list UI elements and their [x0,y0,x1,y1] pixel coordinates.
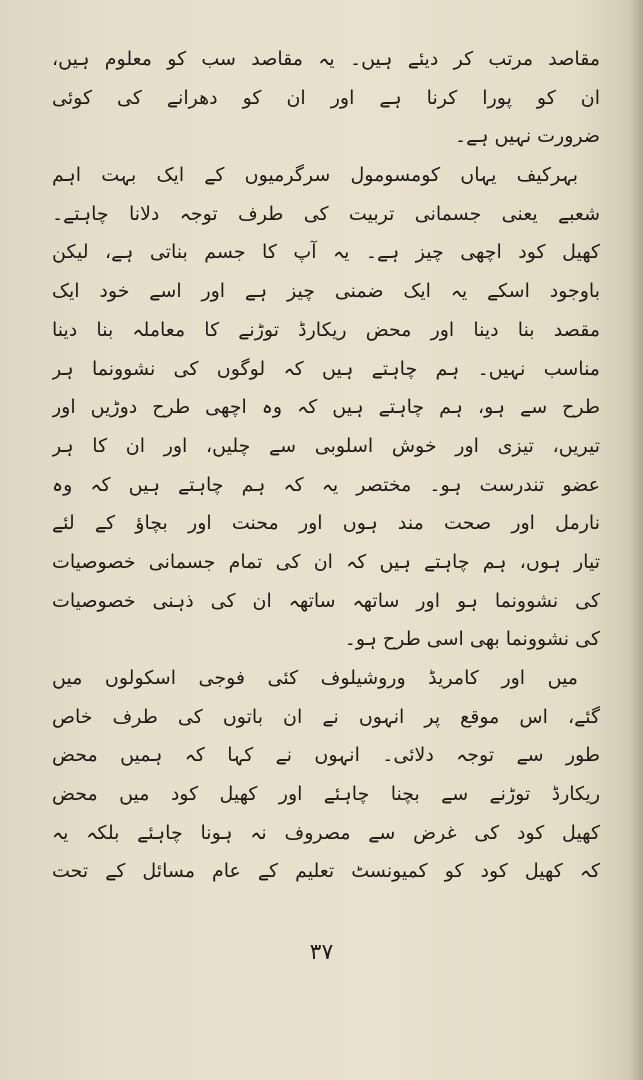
text-line: کہ کھیل کود کو کمیونسٹ تعلیم کے عام مسائل کے تحت [52,860,600,883]
text-line: تیریں، تیزی اور خوش اسلوبی سے چلیں، اور ان کا ہر [52,434,600,457]
text-line: مقصد بنا دینا اور محض ریکارڈ توڑنے کا معاملہ بنا دینا [52,318,600,341]
text-line: کی نشوونما بھی اسی طرح ہو۔ [344,628,600,651]
text-line: عضو تندرست ہو۔ مختصر یہ کہ ہم چاہتے ہیں کہ وہ [52,473,600,496]
text-line: شعبے یعنی جسمانی تربیت کی طرف توجہ دلانا چاہتے۔ [52,202,600,225]
text-line: گئے، اس موقع پر انہوں نے ان باتوں کی طرف خاص [52,705,600,728]
text-line: بہرکیف یہاں کومسومول سرگرمیوں کے ایک بہت اہم [52,164,578,187]
body-text [52,40,600,891]
text-line: ان کو پورا کرنا ہے اور ان کو دھرانے کی کوئی [52,86,600,109]
text-line: ضرورت نہیں ہے۔ [455,125,600,148]
text-line: نارمل اور صحت مند ہوں اور محنت اور بچاؤ کے لئے [52,512,600,535]
page-number: ۳۷ [309,940,334,965]
text-line: باوجود اسکے یہ ایک ضمنی چیز ہے اور اسے خود ایک [52,280,600,303]
text-line: تیار ہوں، ہم چاہتے ہیں کہ ان کی تمام جسمانی خصوصیات [52,550,600,573]
text-line: ریکارڈ توڑنے سے بچنا چاہئے اور کھیل کود میں محض [52,783,600,806]
text-line: میں اور کامریڈ وروشیلوف کئی فوجی اسکولوں میں [52,667,578,689]
page-edge-shadow [629,0,643,1080]
text-line: کی نشوونما ہو اور ساتھہ ساتھہ ان کی ذہنی خصوصیات [52,589,600,612]
text-line: طور سے توجہ دلائی۔ انہوں نے کہا کہ ہمیں محض [52,744,600,767]
text-line: مقاصد مرتب کر دیئے ہیں۔ یہ مقاصد سب کو معلوم ہیں، [52,48,600,70]
text-line: مناسب نہیں۔ ہم چاہتے ہیں کہ لوگوں کی نشوونما ہر [52,357,600,380]
text-line: کھیل کود کی غرض سے مصروف نہ ہونا چاہئے بلکہ یہ [52,821,600,844]
text-line: کھیل کود اچھی چیز ہے۔ یہ آپ کا جسم بناتی ہے، لیکن [52,241,600,264]
text-line: طرح سے ہو، ہم چاہتے ہیں کہ وہ اچھی طرح دوڑیں اور [52,396,600,419]
